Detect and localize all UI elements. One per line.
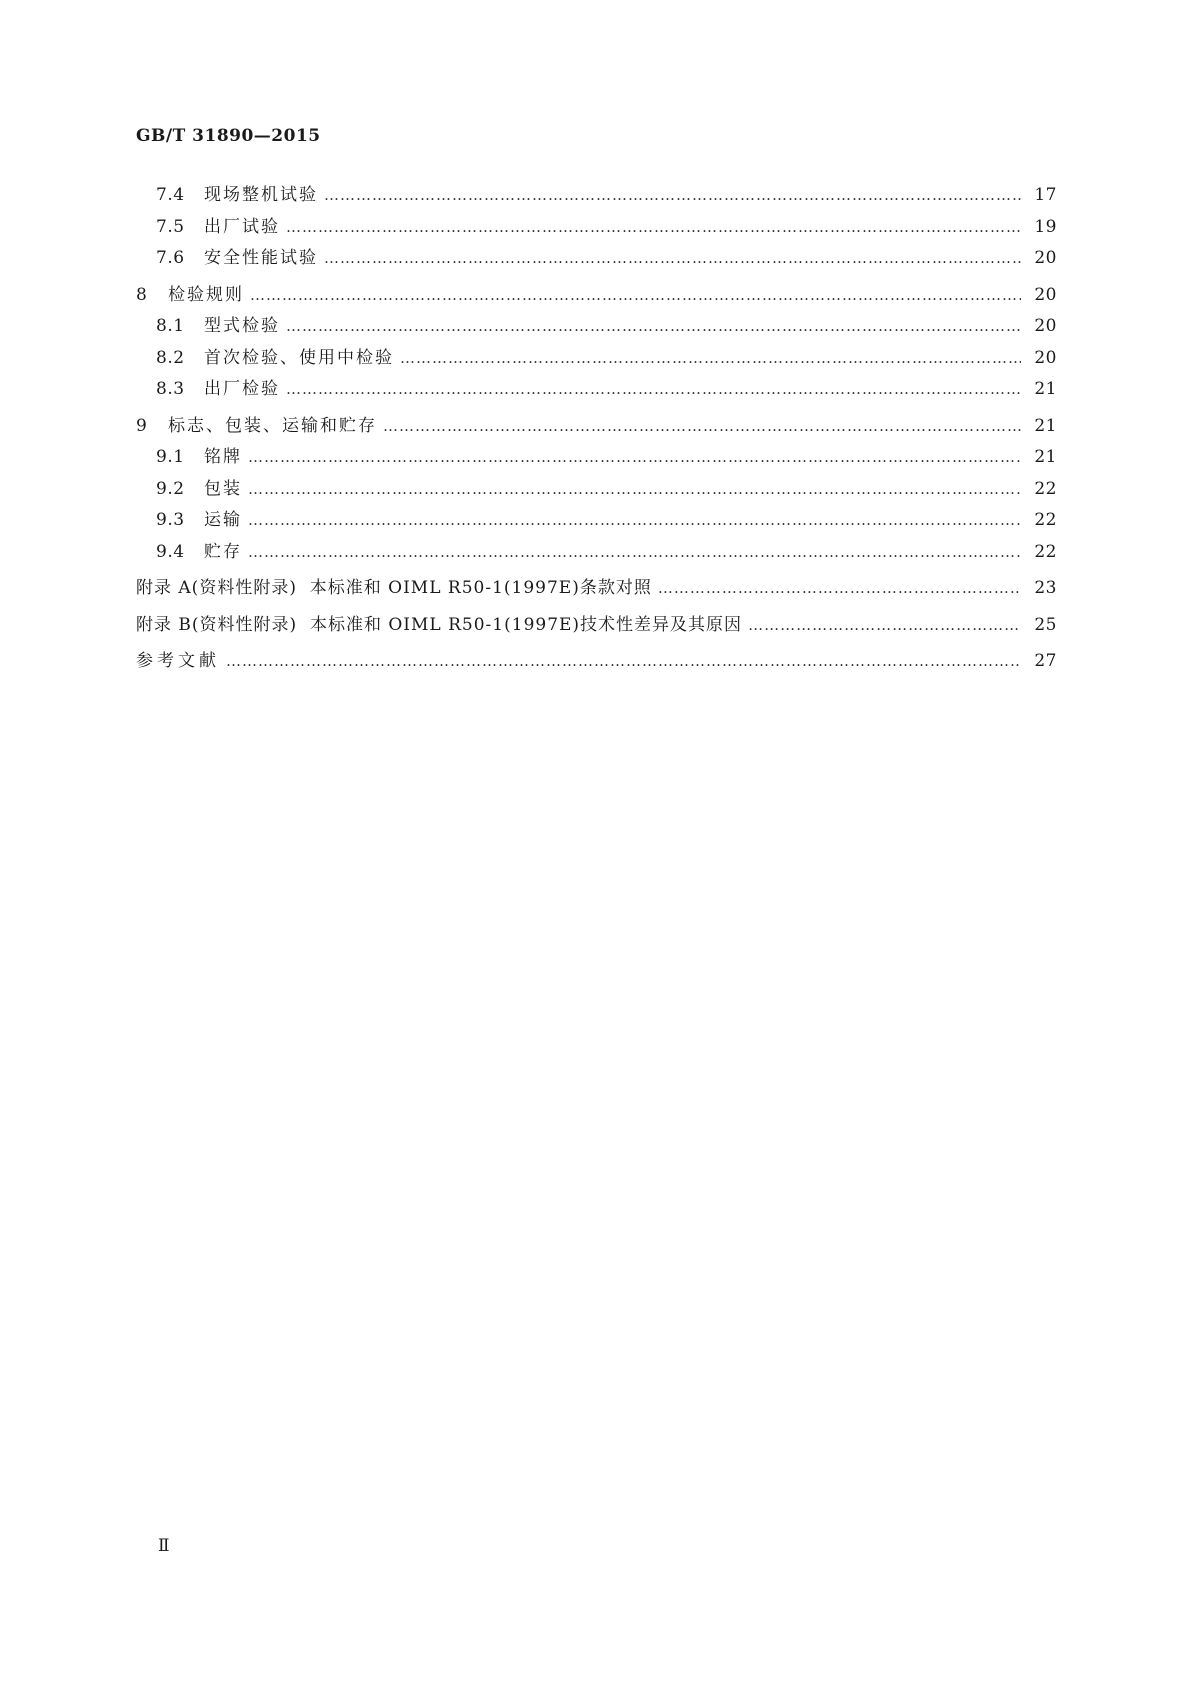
toc-dot-leader	[400, 343, 1021, 375]
toc-entry-page: 20	[1034, 284, 1057, 305]
toc-entry-number: 8.3	[156, 379, 185, 399]
toc-entry-title: 参考文献	[136, 651, 220, 671]
page-folio: Ⅱ	[158, 1536, 171, 1556]
table-of-contents	[136, 180, 1057, 678]
toc-entry-page: 21	[1034, 447, 1057, 467]
toc-entry-8-2[interactable]	[136, 343, 1057, 375]
toc-entry-9-4[interactable]	[136, 537, 1057, 569]
toc-entry-page: 23	[1034, 578, 1057, 598]
toc-entry-7-5[interactable]	[136, 212, 1057, 244]
toc-dot-leader	[286, 374, 1021, 406]
toc-dot-leader	[248, 442, 1021, 474]
toc-dot-leader	[748, 610, 1021, 642]
toc-entry-title: 运输	[204, 510, 242, 530]
toc-dot-leader	[286, 212, 1021, 244]
toc-entry-8-1[interactable]	[136, 311, 1057, 343]
toc-entry-9-1[interactable]	[136, 442, 1057, 474]
toc-entry-title: 首次检验、使用中检验	[204, 347, 394, 368]
toc-entry-page: 27	[1034, 651, 1057, 671]
toc-dot-leader	[248, 474, 1021, 506]
toc-dot-leader	[324, 243, 1021, 275]
toc-entry-title: 标志、包装、运输和贮存	[168, 415, 377, 436]
toc-entry-title: 铭牌	[204, 447, 242, 467]
toc-entry-8-3[interactable]	[136, 374, 1057, 406]
toc-entry-title: 包装	[204, 478, 242, 499]
toc-dot-leader	[250, 280, 1021, 312]
toc-entry-9-3[interactable]	[136, 505, 1057, 537]
toc-dot-leader	[658, 573, 1021, 605]
toc-dot-leader	[324, 180, 1021, 212]
toc-entry-title: 安全性能试验	[204, 248, 318, 268]
toc-entry-title: 附录 A(资料性附录) 本标准和 OIML R50-1(1997E)条款对照	[136, 578, 652, 598]
toc-entry-page: 20	[1034, 316, 1057, 336]
toc-entry-title: 现场整机试验	[204, 185, 318, 205]
toc-entry-number: 7.5	[156, 216, 185, 237]
toc-entry-appendix-a[interactable]	[136, 573, 1057, 605]
toc-entry-references[interactable]	[136, 646, 1057, 678]
toc-entry-number: 8.1	[156, 316, 185, 336]
toc-entry-number: 7.6	[156, 248, 185, 268]
toc-entry-number: 7.4	[156, 185, 185, 205]
toc-entry-title: 出厂试验	[204, 216, 280, 237]
toc-entry-page: 22	[1034, 510, 1057, 530]
toc-entry-page: 17	[1034, 185, 1057, 205]
toc-entry-title: 出厂检验	[204, 379, 280, 399]
toc-dot-leader	[226, 646, 1021, 678]
toc-entry-number: 9.2	[156, 478, 185, 499]
toc-entry-7-4[interactable]	[136, 180, 1057, 212]
toc-entry-number: 8	[136, 284, 148, 305]
toc-entry-7-6[interactable]	[136, 243, 1057, 275]
toc-entry-page: 25	[1034, 614, 1057, 635]
toc-dot-leader	[383, 411, 1021, 443]
toc-entry-9[interactable]	[136, 411, 1057, 443]
toc-entry-number: 8.2	[156, 347, 185, 368]
toc-entry-title: 检验规则	[168, 284, 244, 305]
toc-dot-leader	[286, 311, 1021, 343]
toc-entry-title: 贮存	[204, 541, 242, 562]
toc-entry-title: 附录 B(资料性附录) 本标准和 OIML R50-1(1997E)技术性差异及其原因	[136, 614, 743, 635]
toc-entry-page: 22	[1034, 478, 1057, 499]
toc-entry-appendix-b[interactable]	[136, 610, 1057, 642]
toc-entry-number: 9	[136, 415, 148, 436]
toc-entry-number: 9.1	[156, 447, 185, 467]
toc-dot-leader	[248, 505, 1021, 537]
toc-entry-number: 9.4	[156, 541, 185, 562]
toc-entry-9-2[interactable]	[136, 474, 1057, 506]
toc-dot-leader	[248, 537, 1021, 569]
toc-entry-page: 21	[1034, 379, 1057, 399]
toc-entry-page: 20	[1034, 347, 1057, 368]
toc-entry-title: 型式检验	[204, 316, 280, 336]
toc-entry-page: 20	[1034, 248, 1057, 268]
toc-entry-page: 21	[1034, 415, 1057, 436]
toc-entry-page: 19	[1034, 216, 1057, 237]
toc-entry-page: 22	[1034, 541, 1057, 562]
toc-entry-8[interactable]	[136, 280, 1057, 312]
toc-entry-number: 9.3	[156, 510, 185, 530]
standard-code: GB/T 31890—2015	[136, 126, 321, 146]
